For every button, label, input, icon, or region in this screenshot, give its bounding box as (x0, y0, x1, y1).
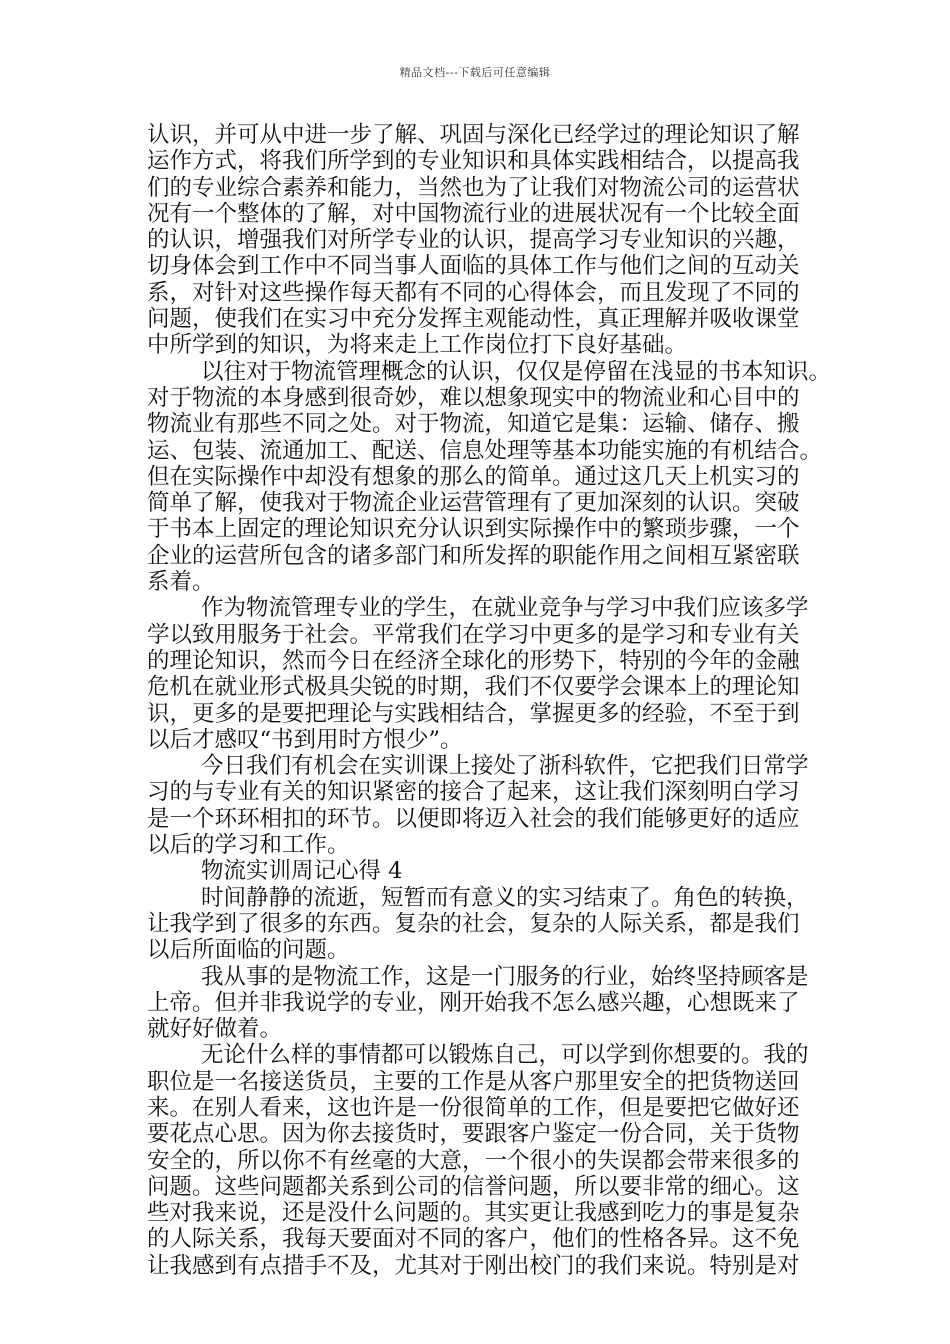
text-line: 上帝。但并非我说学的专业，刚开始我不怎么感兴趣，心想既来了 (147, 989, 800, 1016)
text-line: 我从事的是物流工作，这是一门服务的行业，始终坚持顾客是 (201, 963, 809, 990)
text-line: 是一个环环相扣的环节。以便即将迈入社会的我们能够更好的适应 (147, 805, 800, 832)
text-line: 中所学到的知识，为将来走上工作岗位打下良好基础。 (147, 332, 688, 359)
text-line: 时间静静的流逝，短暂而有意义的实习结束了。角色的转换， (201, 884, 809, 911)
text-line: 问题，使我们在实习中充分发挥主观能动性，真正理解并吸收课堂 (147, 306, 800, 333)
text-line: 况有一个整体的了解，对中国物流行业的进展状况有一个比较全面 (147, 200, 800, 227)
text-line: 识，更多的是要把理论与实践相结合，掌握更多的经验，不至于到 (147, 700, 800, 727)
text-line: 简单了解，使我对于物流企业运营管理有了更加深刻的认识。突破 (147, 490, 800, 517)
text-line: 对于物流的本身感到很奇妙，难以想象现实中的物流业和心目中的 (147, 384, 800, 411)
text-line: 系着。 (147, 569, 215, 596)
text-line: 的理论知识，然而今日在经济全球化的形势下，特别的今年的金融 (147, 647, 800, 674)
text-line: 的人际关系，我每天要面对不同的客户，他们的性格各异。这不免 (147, 1226, 800, 1253)
text-line: 运、包装、流通加工、配送、信息处理等基本功能实施的有机结合。 (147, 437, 823, 464)
text-line: 的认识，增强我们对所学专业的认识，提高学习专业知识的兴趣， (147, 227, 800, 254)
text-line: 学以致用服务于社会。平常我们在学习中更多的是学习和专业有关 (147, 621, 800, 648)
text-line: 作为物流管理专业的学生，在就业竞争与学习中我们应该多学 (201, 595, 809, 622)
text-line: 无论什么样的事情都可以锻炼自己，可以学到你想要的。我的 (201, 1042, 809, 1069)
text-line: 物流业有那些不同之处。对于物流，知道它是集：运输、储存、搬 (147, 411, 800, 438)
text-line: 今日我们有机会在实训课上接处了浙科软件，它把我们日常学 (201, 753, 809, 780)
text-line: 就好好做着。 (147, 1016, 283, 1043)
text-line: 们的专业综合素养和能力，当然也为了让我们对物流公司的运营状 (147, 174, 800, 201)
text-line: 运作方式，将我们所学到的专业知识和具体实践相结合，以提高我 (147, 148, 800, 175)
text-line: 安全的，所以你不有丝毫的大意，一个很小的失误都会带来很多的 (147, 1147, 800, 1174)
text-line: 系，对针对这些操作每天都有不同的心得体会，而且发现了不同的 (147, 279, 800, 306)
text-line: 认识，并可从中进一步了解、巩固与深化已经学过的理论知识了解 (147, 122, 800, 148)
text-line: 要花点心思。因为你去接货时，要跟客户鉴定一份合同，关于货物 (147, 1121, 800, 1148)
text-line: 让我感到有点措手不及，尤其对于刚出校门的我们来说。特别是对 (147, 1252, 800, 1279)
text-line: 切身体会到工作中不同当事人面临的具体工作与他们之间的互动关 (147, 253, 800, 280)
text-line: 以往对于物流管理概念的认识，仅仅是停留在浅显的书本知识。 (201, 358, 832, 385)
text-line: 以后所面临的问题。 (147, 937, 350, 964)
text-line: 问题。这些问题都关系到公司的信誉问题，所以要非常的细心。这 (147, 1173, 800, 1200)
text-line: 于书本上固定的理论知识充分认识到实际操作中的繁琐步骤，一个 (147, 516, 800, 543)
text-line: 危机在就业形式极具尖锐的时期，我们不仅要学会课本上的理论知 (147, 674, 800, 701)
text-line: 些对我来说，还是没什么问题的。其实更让我感到吃力的事是复杂 (147, 1200, 800, 1227)
text-line: 来。在别人看来，这也许是一份很简单的工作，但是要把它做好还 (147, 1094, 800, 1121)
text-line: 但在实际操作中却没有想象的那么的简单。通过这几天上机实习的 (147, 463, 800, 490)
document-body (147, 122, 832, 1279)
text-line: 企业的运营所包含的诸多部门和所发挥的职能作用之间相互紧密联 (147, 542, 800, 569)
text-line: 让我学到了很多的东西。复杂的社会，复杂的人际关系，都是我们 (147, 910, 800, 937)
text-line: 以后的学习和工作。 (147, 832, 350, 859)
page-header: 精品文档---下载后可任意编辑 (399, 66, 551, 79)
text-line: 习的与专业有关的知识紧密的接合了起来，这让我们深刻明白学习 (147, 779, 800, 806)
text-line: 职位是一名接送货员，主要的工作是从客户那里安全的把货物送回 (147, 1068, 800, 1095)
text-line: 以后才感叹“书到用时方恨少”。 (147, 726, 463, 753)
text-line: 物流实训周记心得 4 (201, 858, 403, 885)
